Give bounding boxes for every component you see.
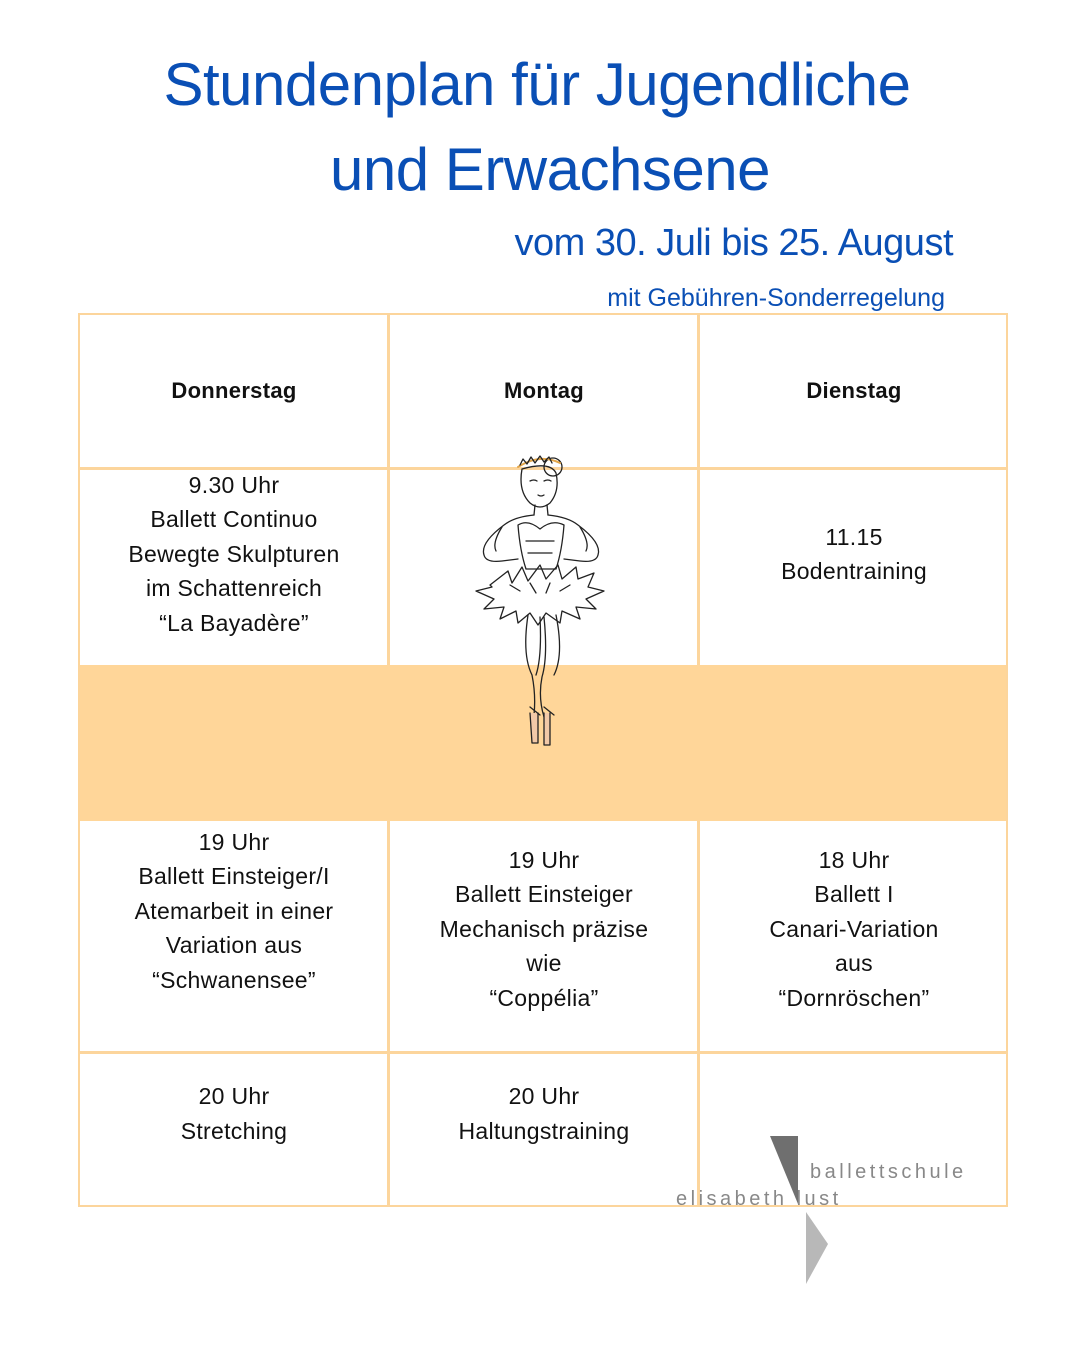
school-logo <box>670 1134 990 1284</box>
day-header-thursday: Donnerstag <box>171 377 297 403</box>
date-range: vom 30. Juli bis 25. August <box>514 222 953 264</box>
fee-note: mit Gebühren-Sonderregelung <box>607 284 945 312</box>
day-header-tuesday: Dienstag <box>806 377 902 403</box>
page-title-line-2: und Erwachsene <box>330 136 770 203</box>
class-cell: 18 Uhr Ballett I Canari-Variation aus “Dornröschen” <box>769 846 939 1011</box>
class-cell: 11.15 Bodentraining <box>781 523 927 584</box>
class-cell: 20 Uhr Stretching <box>180 1083 288 1144</box>
class-cell: 19 Uhr Ballett Einsteiger Mechanisch präzise wie “Coppélia” <box>439 846 649 1011</box>
class-cell: 19 Uhr Ballett Einsteiger/I Atemarbeit in einer Variation aus “Schwanensee” <box>134 828 334 993</box>
page-title-line-1: Stundenplan für Jugendliche <box>163 51 911 118</box>
logo-text-school: ballettschule <box>810 1161 967 1183</box>
day-header-monday: Montag <box>503 377 584 403</box>
ballerina-illustration <box>440 445 640 755</box>
logo-text-name: elisabeth lust <box>676 1188 842 1210</box>
class-cell: 9.30 Uhr Ballett Continuo Bewegte Skulpturen im Schattenreich “La Bayadère” <box>128 471 340 636</box>
class-cell: 20 Uhr Haltungstraining <box>458 1083 630 1144</box>
